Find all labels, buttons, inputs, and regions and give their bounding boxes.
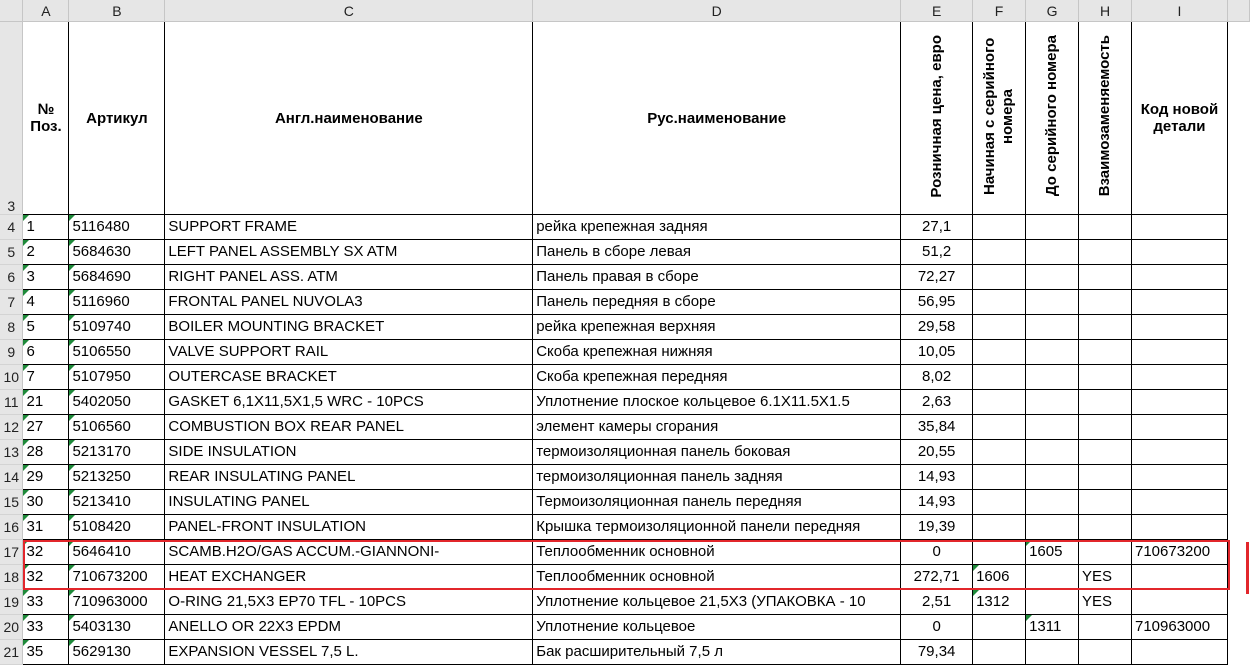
cell-new-code[interactable] <box>1131 365 1227 390</box>
row-number[interactable]: 4 <box>0 215 23 240</box>
cell-article[interactable]: 5213170 <box>69 440 165 465</box>
cell-article[interactable]: 5402050 <box>69 390 165 415</box>
cell-rus-name[interactable]: Панель передняя в сборе <box>533 290 901 315</box>
cell-article[interactable]: 5107950 <box>69 365 165 390</box>
table-row <box>0 390 1250 415</box>
cell-to-serial[interactable] <box>1026 290 1079 315</box>
column-header-blank <box>1227 0 1249 22</box>
cell-eng-name[interactable]: BOILER MOUNTING BRACKET <box>165 315 533 340</box>
cell-interchangeability[interactable] <box>1079 640 1132 665</box>
cell-article[interactable]: 5213410 <box>69 490 165 515</box>
cell-rus-name[interactable]: Панель правая в сборе <box>533 265 901 290</box>
table-row <box>0 315 1250 340</box>
cell-from-serial[interactable]: 1312 <box>973 590 1026 615</box>
empty-cell[interactable] <box>1227 315 1249 340</box>
row-number[interactable]: 21 <box>0 640 23 665</box>
column-header[interactable]: D <box>533 0 901 22</box>
header-new-code[interactable]: Код новой детали <box>1131 22 1227 215</box>
cell-rus-name[interactable]: Скоба крепежная нижняя <box>533 340 901 365</box>
select-all-corner[interactable] <box>0 0 23 22</box>
cell-rus-name[interactable]: Крышка термоизоляционной панели передняя <box>533 515 901 540</box>
cell-rus-name[interactable]: Панель в сборе левая <box>533 240 901 265</box>
cell-rus-name[interactable]: Теплообменник основной <box>533 540 901 565</box>
row-number[interactable]: 18 <box>0 565 23 590</box>
cell-pos[interactable]: 32 <box>23 540 69 565</box>
cell-pos[interactable]: 30 <box>23 490 69 515</box>
cell-interchangeability[interactable] <box>1079 415 1132 440</box>
cell-article[interactable]: 5403130 <box>69 615 165 640</box>
cell-price[interactable]: 51,2 <box>901 240 973 265</box>
cell-rus-name[interactable]: Бак расширительный 7,5 л <box>533 640 901 665</box>
cell-new-code[interactable]: 710963000 <box>1131 615 1227 640</box>
cell-pos[interactable]: 21 <box>23 390 69 415</box>
cell-to-serial[interactable] <box>1026 365 1079 390</box>
cell-from-serial[interactable] <box>973 365 1026 390</box>
row-number[interactable]: 11 <box>0 390 23 415</box>
empty-cell[interactable] <box>1227 640 1249 665</box>
cell-new-code[interactable] <box>1131 290 1227 315</box>
table-row <box>0 490 1250 515</box>
row-number[interactable]: 5 <box>0 240 23 265</box>
cell-eng-name[interactable]: HEAT EXCHANGER <box>165 565 533 590</box>
cell-interchangeability[interactable] <box>1079 465 1132 490</box>
cell-new-code[interactable] <box>1131 565 1227 590</box>
cell-rus-name[interactable]: элемент камеры сгорания <box>533 415 901 440</box>
cell-rus-name[interactable]: термоизоляционная панель задняя <box>533 465 901 490</box>
table-row <box>0 540 1250 565</box>
table-row <box>0 365 1250 390</box>
cell-new-code[interactable] <box>1131 215 1227 240</box>
cell-interchangeability[interactable] <box>1079 240 1132 265</box>
cell-pos[interactable]: 7 <box>23 365 69 390</box>
empty-cell[interactable] <box>1227 22 1249 215</box>
row-number[interactable]: 12 <box>0 415 23 440</box>
cell-rus-name[interactable]: Скоба крепежная передняя <box>533 365 901 390</box>
row-number[interactable]: 10 <box>0 365 23 390</box>
cell-pos[interactable]: 35 <box>23 640 69 665</box>
cell-price[interactable]: 0 <box>901 615 973 640</box>
cell-rus-name[interactable]: Уплотнение кольцевое <box>533 615 901 640</box>
cell-article[interactable]: 5213250 <box>69 465 165 490</box>
cell-to-serial[interactable] <box>1026 640 1079 665</box>
row-number[interactable]: 6 <box>0 265 23 290</box>
column-header[interactable]: F <box>973 0 1026 22</box>
row-number[interactable]: 19 <box>0 590 23 615</box>
cell-to-serial[interactable]: 1311 <box>1026 615 1079 640</box>
cell-price[interactable]: 2,63 <box>901 390 973 415</box>
row-number[interactable]: 9 <box>0 340 23 365</box>
header-rus-name[interactable]: Рус.наименование <box>533 22 901 215</box>
cell-to-serial[interactable] <box>1026 465 1079 490</box>
header-interchangeability: Взаимозаменяемость <box>1096 35 1113 197</box>
header-interchangeability-cell[interactable] <box>1079 22 1132 215</box>
cell-new-code[interactable] <box>1131 640 1227 665</box>
cell-eng-name[interactable]: OUTERCASE BRACKET <box>165 365 533 390</box>
row-number[interactable]: 3 <box>0 22 23 215</box>
empty-cell[interactable] <box>1227 290 1249 315</box>
cell-to-serial[interactable] <box>1026 440 1079 465</box>
cell-eng-name[interactable]: SUPPORT FRAME <box>165 215 533 240</box>
cell-pos[interactable]: 32 <box>23 565 69 590</box>
cell-article[interactable]: 5684630 <box>69 240 165 265</box>
cell-new-code[interactable] <box>1131 490 1227 515</box>
cell-eng-name[interactable]: FRONTAL PANEL NUVOLA3 <box>165 290 533 315</box>
cell-pos[interactable]: 33 <box>23 590 69 615</box>
cell-pos[interactable]: 4 <box>23 290 69 315</box>
cell-eng-name[interactable]: REAR INSULATING PANEL <box>165 465 533 490</box>
cell-article[interactable]: 5646410 <box>69 540 165 565</box>
table-row <box>0 515 1250 540</box>
highlight-edge-mark <box>1246 542 1249 594</box>
cell-pos[interactable]: 2 <box>23 240 69 265</box>
row-number[interactable]: 15 <box>0 490 23 515</box>
table-row <box>0 340 1250 365</box>
cell-article[interactable]: 5108420 <box>69 515 165 540</box>
cell-to-serial[interactable] <box>1026 390 1079 415</box>
cell-from-serial[interactable] <box>973 390 1026 415</box>
column-header[interactable]: H <box>1079 0 1132 22</box>
empty-cell[interactable] <box>1227 515 1249 540</box>
table-row <box>0 290 1250 315</box>
cell-pos[interactable]: 27 <box>23 415 69 440</box>
cell-pos[interactable]: 3 <box>23 265 69 290</box>
table-row <box>0 215 1250 240</box>
cell-eng-name[interactable]: SIDE INSULATION <box>165 440 533 465</box>
cell-rus-name[interactable]: Уплотнение плоское кольцевое 6.1X11.5X1.5 <box>533 390 901 415</box>
cell-price[interactable]: 0 <box>901 540 973 565</box>
cell-new-code[interactable] <box>1131 390 1227 415</box>
cell-new-code[interactable] <box>1131 415 1227 440</box>
cell-price[interactable]: 27,1 <box>901 215 973 240</box>
cell-price[interactable]: 72,27 <box>901 265 973 290</box>
cell-price[interactable]: 56,95 <box>901 290 973 315</box>
column-header[interactable]: I <box>1131 0 1227 22</box>
cell-to-serial[interactable] <box>1026 340 1079 365</box>
header-from-serial: Начиная с серийного номера <box>981 37 1017 195</box>
cell-rus-name[interactable]: рейка крепежная верхняя <box>533 315 901 340</box>
cell-price[interactable]: 20,55 <box>901 440 973 465</box>
header-price: Розничная цена, евро <box>927 34 945 198</box>
cell-price[interactable]: 29,58 <box>901 315 973 340</box>
empty-cell[interactable] <box>1227 340 1249 365</box>
cell-pos[interactable]: 1 <box>23 215 69 240</box>
cell-pos[interactable]: 28 <box>23 440 69 465</box>
cell-price[interactable]: 14,93 <box>901 465 973 490</box>
cell-interchangeability[interactable] <box>1079 490 1132 515</box>
cell-interchangeability[interactable] <box>1079 365 1132 390</box>
cell-to-serial[interactable] <box>1026 490 1079 515</box>
cell-eng-name[interactable]: INSULATING PANEL <box>165 490 533 515</box>
cell-interchangeability[interactable] <box>1079 440 1132 465</box>
cell-from-serial[interactable] <box>973 540 1026 565</box>
cell-from-serial[interactable] <box>973 215 1026 240</box>
header-to-serial: До серийного номера <box>1043 35 1061 197</box>
cell-eng-name[interactable]: ANELLO OR 22X3 EPDM <box>165 615 533 640</box>
cell-interchangeability[interactable] <box>1079 390 1132 415</box>
cell-price[interactable]: 8,02 <box>901 365 973 390</box>
cell-to-serial[interactable] <box>1026 265 1079 290</box>
cell-article[interactable]: 5109740 <box>69 315 165 340</box>
cell-pos[interactable]: 33 <box>23 615 69 640</box>
column-header[interactable]: C <box>165 0 533 22</box>
row-number[interactable]: 16 <box>0 515 23 540</box>
cell-interchangeability[interactable] <box>1079 540 1132 565</box>
cell-eng-name[interactable]: SCAMB.H2O/GAS ACCUM.-GIANNONI- <box>165 540 533 565</box>
table-row <box>0 640 1250 665</box>
cell-from-serial[interactable] <box>973 340 1026 365</box>
cell-new-code[interactable] <box>1131 265 1227 290</box>
cell-to-serial[interactable] <box>1026 240 1079 265</box>
cell-to-serial[interactable] <box>1026 215 1079 240</box>
cell-interchangeability[interactable] <box>1079 215 1132 240</box>
cell-article[interactable]: 710963000 <box>69 590 165 615</box>
cell-interchangeability[interactable] <box>1079 515 1132 540</box>
cell-pos[interactable]: 31 <box>23 515 69 540</box>
column-header[interactable]: E <box>901 0 973 22</box>
cell-rus-name[interactable]: термоизоляционная панель боковая <box>533 440 901 465</box>
cell-rus-name[interactable]: Термоизоляционная панель передняя <box>533 490 901 515</box>
table-row <box>0 465 1250 490</box>
cell-price[interactable]: 272,71 <box>901 565 973 590</box>
cell-price[interactable]: 79,34 <box>901 640 973 665</box>
empty-cell[interactable] <box>1227 490 1249 515</box>
cell-interchangeability[interactable] <box>1079 615 1132 640</box>
cell-interchangeability[interactable] <box>1079 340 1132 365</box>
empty-cell[interactable] <box>1227 615 1249 640</box>
column-header[interactable]: A <box>23 0 69 22</box>
header-from-serial-cell[interactable] <box>973 22 1026 215</box>
empty-cell[interactable] <box>1227 440 1249 465</box>
table-row <box>0 440 1250 465</box>
header-price-cell[interactable] <box>901 22 973 215</box>
header-to-serial-cell[interactable] <box>1026 22 1079 215</box>
table-row <box>0 240 1250 265</box>
cell-rus-name[interactable]: рейка крепежная задняя <box>533 215 901 240</box>
row-number[interactable]: 17 <box>0 540 23 565</box>
cell-to-serial[interactable] <box>1026 590 1079 615</box>
cell-from-serial[interactable] <box>973 290 1026 315</box>
empty-cell[interactable] <box>1227 465 1249 490</box>
cell-interchangeability[interactable] <box>1079 315 1132 340</box>
empty-cell[interactable] <box>1227 240 1249 265</box>
cell-from-serial[interactable] <box>973 615 1026 640</box>
table-row <box>0 565 1250 590</box>
empty-cell[interactable] <box>1227 415 1249 440</box>
cell-pos[interactable]: 6 <box>23 340 69 365</box>
cell-from-serial[interactable] <box>973 640 1026 665</box>
cell-price[interactable]: 14,93 <box>901 490 973 515</box>
column-header[interactable]: G <box>1026 0 1079 22</box>
cell-price[interactable]: 35,84 <box>901 415 973 440</box>
header-eng-name[interactable]: Англ.наименование <box>165 22 533 215</box>
cell-interchangeability[interactable] <box>1079 290 1132 315</box>
column-header[interactable]: B <box>69 0 165 22</box>
cell-eng-name[interactable]: VALVE SUPPORT RAIL <box>165 340 533 365</box>
empty-cell[interactable] <box>1227 365 1249 390</box>
cell-new-code[interactable] <box>1131 315 1227 340</box>
cell-new-code[interactable] <box>1131 465 1227 490</box>
cell-eng-name[interactable]: LEFT PANEL ASSEMBLY SX ATM <box>165 240 533 265</box>
cell-from-serial[interactable] <box>973 315 1026 340</box>
cell-new-code[interactable] <box>1131 515 1227 540</box>
cell-new-code[interactable] <box>1131 590 1227 615</box>
column-header-row <box>0 0 1250 22</box>
cell-article[interactable]: 5629130 <box>69 640 165 665</box>
cell-to-serial[interactable] <box>1026 565 1079 590</box>
cell-article[interactable]: 5116960 <box>69 290 165 315</box>
empty-cell[interactable] <box>1227 390 1249 415</box>
cell-article[interactable]: 5106560 <box>69 415 165 440</box>
cell-rus-name[interactable]: Теплообменник основной <box>533 565 901 590</box>
row-number[interactable]: 7 <box>0 290 23 315</box>
table-row <box>0 615 1250 640</box>
header-pos[interactable]: № Поз. <box>23 22 69 215</box>
table-row <box>0 415 1250 440</box>
cell-price[interactable]: 10,05 <box>901 340 973 365</box>
table-row <box>0 590 1250 615</box>
cell-article[interactable]: 5116480 <box>69 215 165 240</box>
cell-from-serial[interactable] <box>973 440 1026 465</box>
cell-new-code[interactable] <box>1131 440 1227 465</box>
cell-pos[interactable]: 5 <box>23 315 69 340</box>
cell-article[interactable]: 5684690 <box>69 265 165 290</box>
cell-interchangeability[interactable]: YES <box>1079 590 1132 615</box>
cell-eng-name[interactable]: EXPANSION VESSEL 7,5 L. <box>165 640 533 665</box>
row-number[interactable]: 13 <box>0 440 23 465</box>
cell-rus-name[interactable]: Уплотнение кольцевое 21,5X3 (УПАКОВКА - 10 <box>533 590 901 615</box>
cell-from-serial[interactable] <box>973 465 1026 490</box>
cell-new-code[interactable] <box>1131 340 1227 365</box>
cell-to-serial[interactable] <box>1026 315 1079 340</box>
cell-new-code[interactable]: 710673200 <box>1131 540 1227 565</box>
cell-pos[interactable]: 29 <box>23 465 69 490</box>
cell-eng-name[interactable]: PANEL-FRONT INSULATION <box>165 515 533 540</box>
cell-from-serial[interactable] <box>973 515 1026 540</box>
row-number[interactable]: 20 <box>0 615 23 640</box>
cell-price[interactable]: 19,39 <box>901 515 973 540</box>
header-article[interactable]: Артикул <box>69 22 165 215</box>
empty-cell[interactable] <box>1227 215 1249 240</box>
cell-price[interactable]: 2,51 <box>901 590 973 615</box>
cell-article[interactable]: 710673200 <box>69 565 165 590</box>
cell-from-serial[interactable] <box>973 240 1026 265</box>
cell-from-serial[interactable] <box>973 490 1026 515</box>
table-row <box>0 265 1250 290</box>
cell-to-serial[interactable] <box>1026 515 1079 540</box>
header-row <box>0 22 1250 215</box>
row-number[interactable]: 8 <box>0 315 23 340</box>
row-number[interactable]: 14 <box>0 465 23 490</box>
cell-from-serial[interactable]: 1606 <box>973 565 1026 590</box>
cell-from-serial[interactable] <box>973 415 1026 440</box>
cell-eng-name[interactable]: O-RING 21,5X3 EP70 TFL - 10PCS <box>165 590 533 615</box>
cell-eng-name[interactable]: GASKET 6,1X11,5X1,5 WRC - 10PCS <box>165 390 533 415</box>
cell-eng-name[interactable]: RIGHT PANEL ASS. ATM <box>165 265 533 290</box>
cell-eng-name[interactable]: COMBUSTION BOX REAR PANEL <box>165 415 533 440</box>
cell-to-serial[interactable] <box>1026 415 1079 440</box>
cell-new-code[interactable] <box>1131 240 1227 265</box>
empty-cell[interactable] <box>1227 265 1249 290</box>
cell-interchangeability[interactable] <box>1079 265 1132 290</box>
cell-interchangeability[interactable]: YES <box>1079 565 1132 590</box>
cell-to-serial[interactable]: 1605 <box>1026 540 1079 565</box>
cell-from-serial[interactable] <box>973 265 1026 290</box>
cell-article[interactable]: 5106550 <box>69 340 165 365</box>
